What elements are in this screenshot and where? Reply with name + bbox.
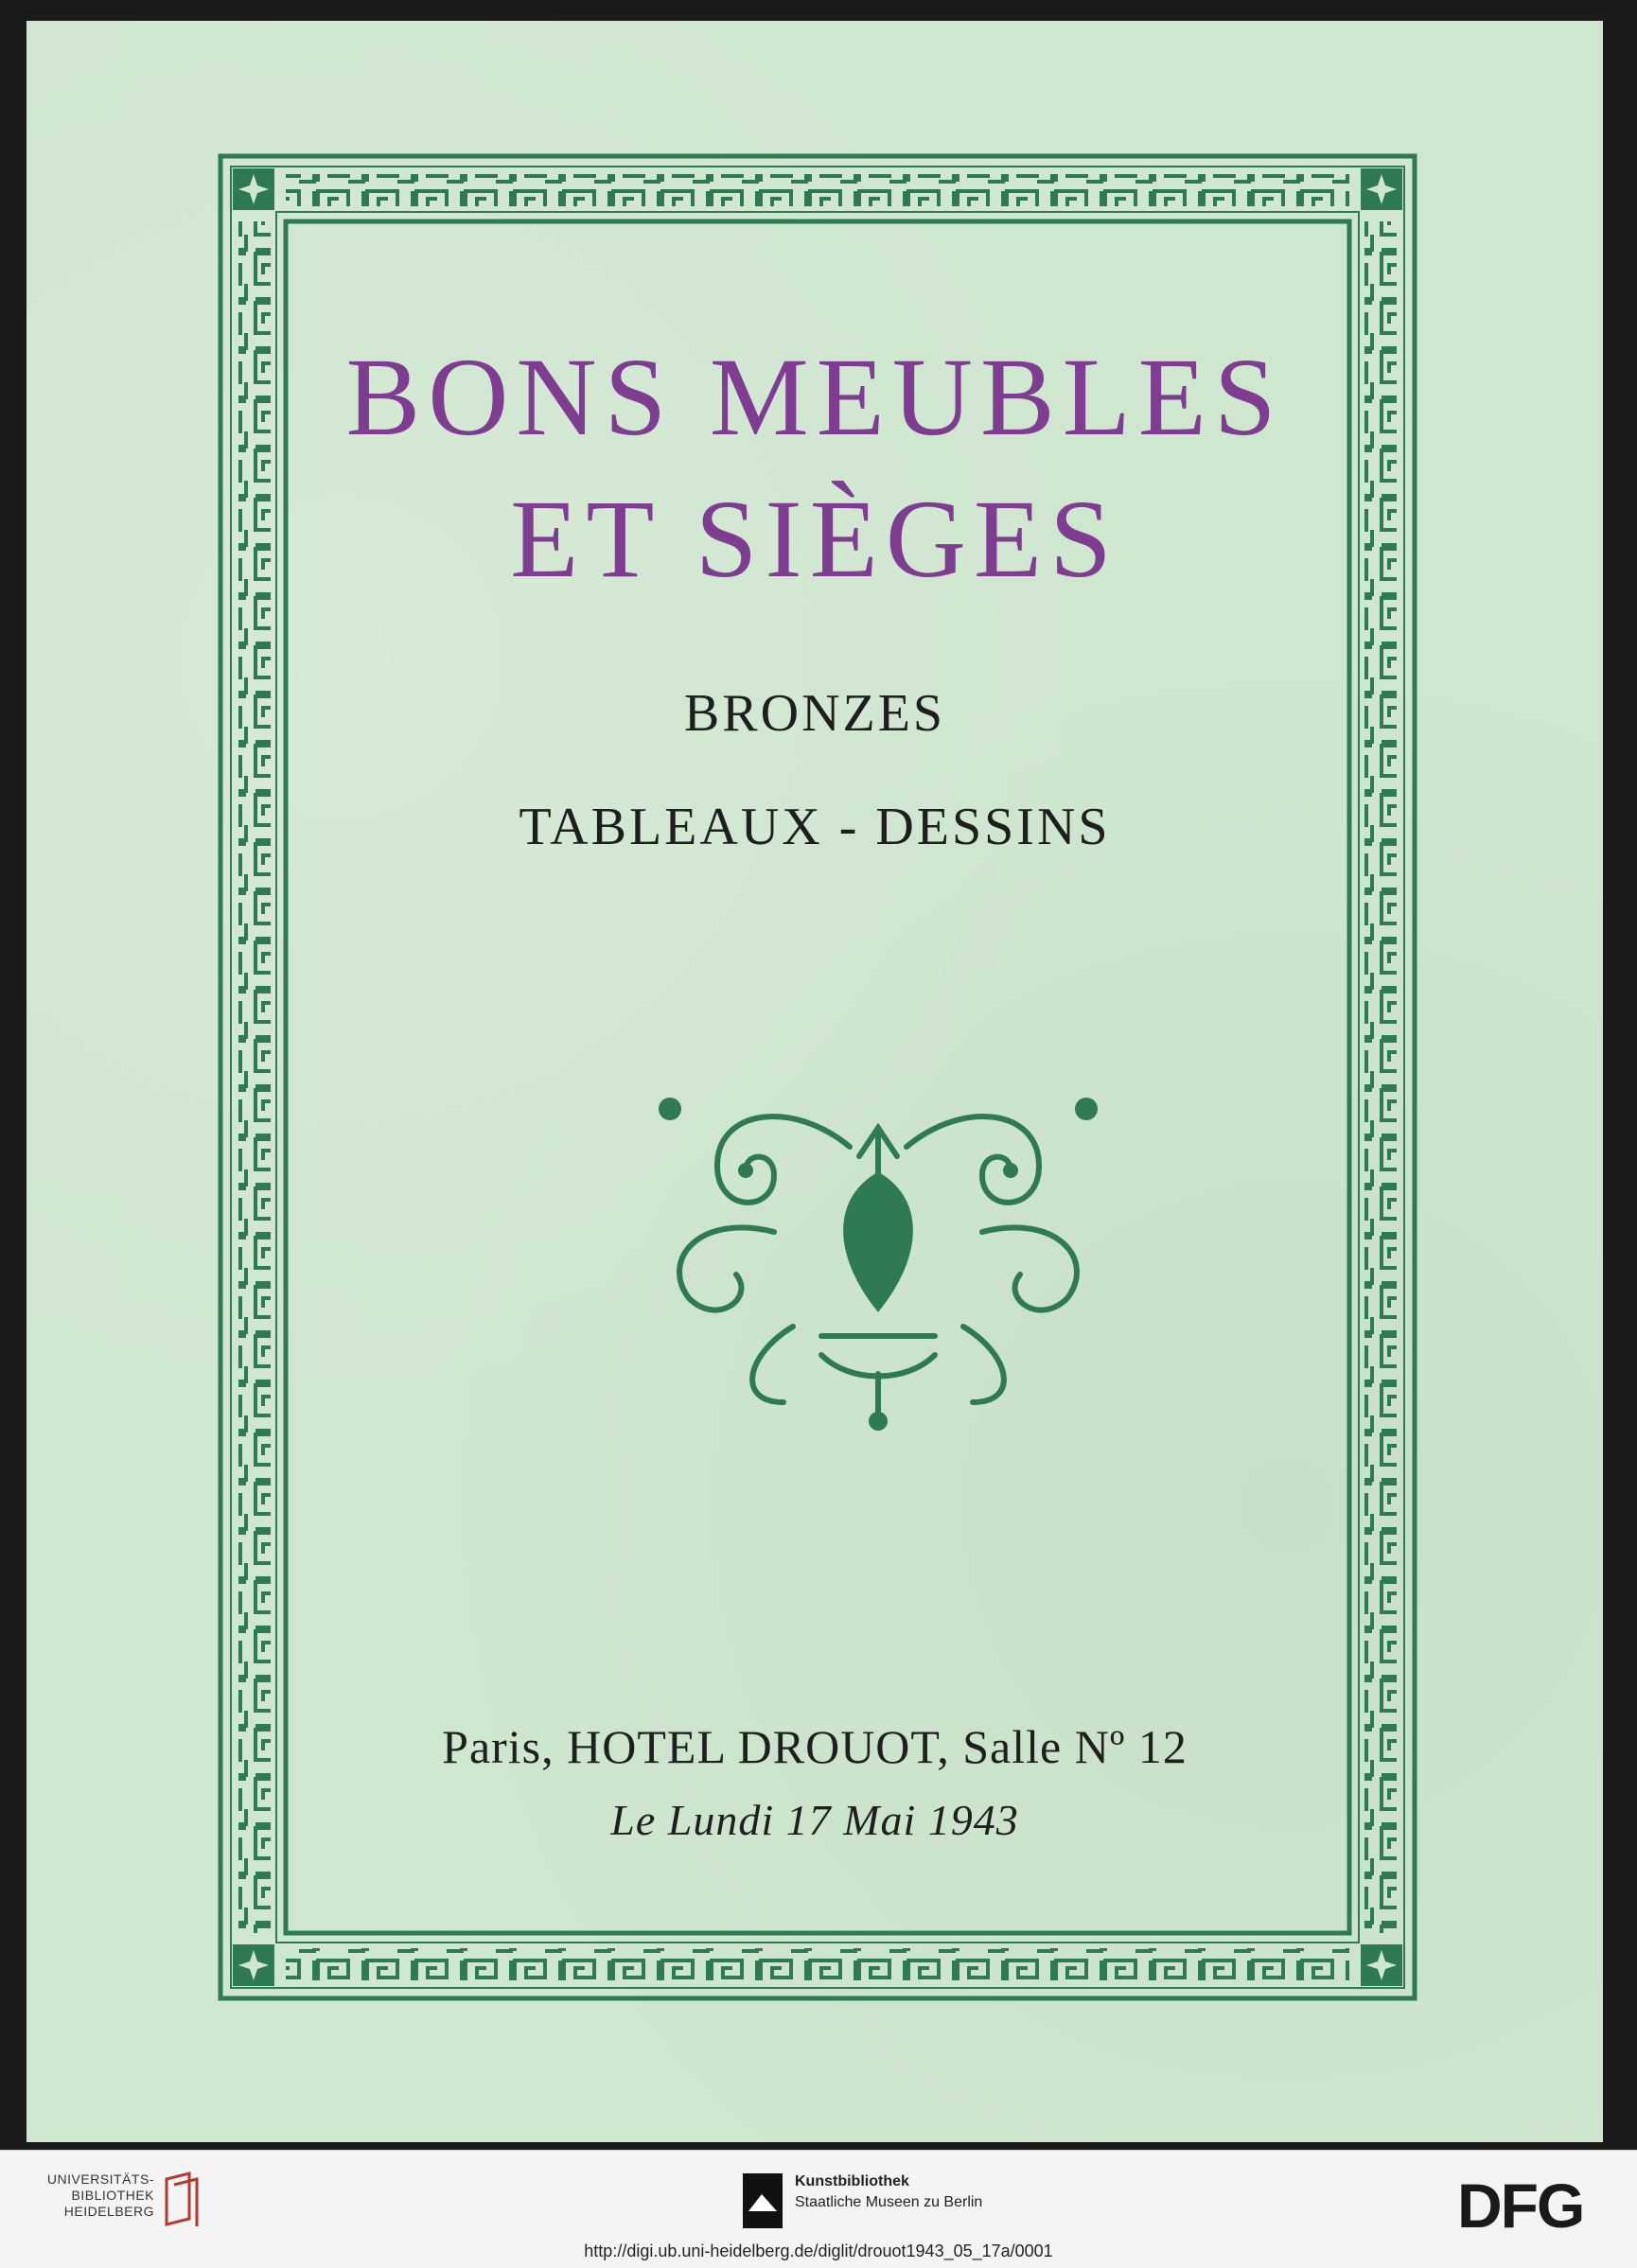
subtitle-tableaux-dessins: TABLEAUX - DESSINS — [519, 798, 1111, 856]
kunstbibliothek-subtitle: Staatliche Museen zu Berlin — [795, 2194, 983, 2210]
sale-date: Le Lundi 17 Mai 1943 — [610, 1796, 1019, 1844]
ornamental-cartouche-icon — [632, 1071, 1124, 1431]
ub-heidelberg-logo-text: UNIVERSITÄTS- BIBLIOTHEK HEIDELBERG — [46, 2171, 154, 2219]
title-line-2: ET SIÈGES — [510, 477, 1119, 601]
kunstbibliothek-title: Kunstbibliothek — [795, 2173, 909, 2189]
dfg-logo: DFG — [1457, 2171, 1584, 2241]
viewer-footer — [0, 2150, 1637, 2268]
ub-heidelberg-logo-icon — [159, 2171, 204, 2228]
sale-venue: Paris, HOTEL DROUOT, Salle Nº 12 — [442, 1720, 1188, 1773]
subtitle-bronzes: BRONZES — [683, 684, 946, 743]
permalink-url[interactable]: http://digi.ub.uni-heidelberg.de/diglit/drouot1943_05_17a/0001 — [584, 2242, 1053, 2260]
title-line-1: BONS MEUBLES — [345, 335, 1284, 459]
kunstbibliothek-logo-icon — [743, 2173, 783, 2228]
catalogue-cover — [26, 21, 1603, 2142]
